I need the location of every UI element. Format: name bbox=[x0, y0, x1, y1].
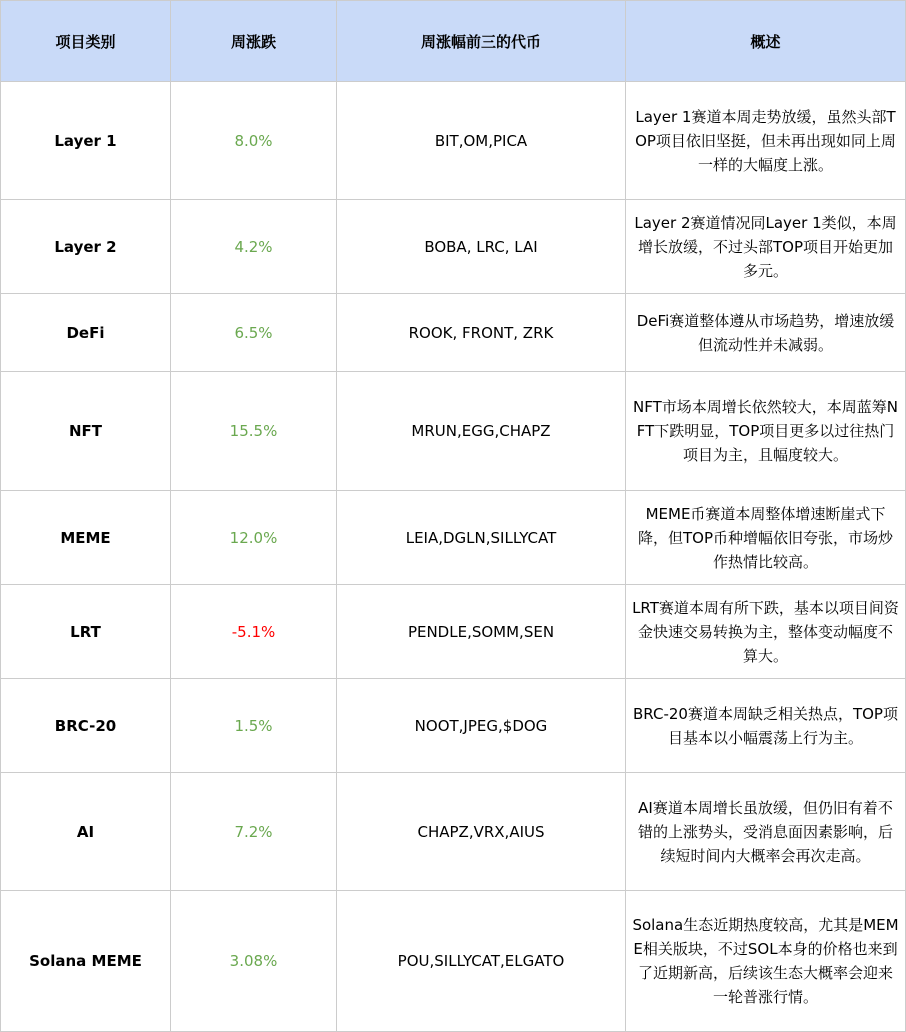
table-row bbox=[1, 679, 906, 773]
table-row bbox=[1, 585, 906, 679]
row-summary: Solana生态近期热度较高，尤其是MEME相关版块，不过SOL本身的价格也来到了近期新高，后续该生态大概率会迎来一轮普涨行情。 bbox=[626, 891, 906, 1032]
row-change: 6.5% bbox=[171, 294, 337, 372]
row-category: Layer 1 bbox=[1, 82, 171, 200]
row-summary: NFT市场本周增长依然较大，本周蓝筹NFT下跌明显，TOP项目更多以过往热门项目为主，且幅度较大。 bbox=[626, 372, 906, 491]
row-change: 1.5% bbox=[171, 679, 337, 773]
row-category: BRC-20 bbox=[1, 679, 171, 773]
header-category: 项目类别 bbox=[1, 1, 171, 82]
row-summary: DeFi赛道整体遵从市场趋势，增速放缓但流动性并未减弱。 bbox=[626, 294, 906, 372]
table-row bbox=[1, 294, 906, 372]
row-change: 4.2% bbox=[171, 200, 337, 294]
row-top-tokens: LEIA,DGLN,SILLYCAT bbox=[337, 491, 626, 585]
row-change: 15.5% bbox=[171, 372, 337, 491]
row-category: AI bbox=[1, 773, 171, 891]
row-summary: Layer 1赛道本周走势放缓，虽然头部TOP项目依旧坚挺，但未再出现如同上周一样的大幅度上涨。 bbox=[626, 82, 906, 200]
row-top-tokens: ROOK, FRONT, ZRK bbox=[337, 294, 626, 372]
row-top-tokens: BOBA, LRC, LAI bbox=[337, 200, 626, 294]
row-summary: BRC-20赛道本周缺乏相关热点，TOP项目基本以小幅震荡上行为主。 bbox=[626, 679, 906, 773]
row-change: -5.1% bbox=[171, 585, 337, 679]
row-change: 12.0% bbox=[171, 491, 337, 585]
table-row bbox=[1, 773, 906, 891]
row-summary: LRT赛道本周有所下跌，基本以项目间资金快速交易转换为主，整体变动幅度不算大。 bbox=[626, 585, 906, 679]
table-row bbox=[1, 891, 906, 1032]
table-row bbox=[1, 372, 906, 491]
row-summary: MEME币赛道本周整体增速断崖式下降，但TOP币种增幅依旧夸张，市场炒作热情比较高。 bbox=[626, 491, 906, 585]
row-summary: AI赛道本周增长虽放缓，但仍旧有着不错的上涨势头，受消息面因素影响，后续短时间内大概率会再次走高。 bbox=[626, 773, 906, 891]
row-category: NFT bbox=[1, 372, 171, 491]
header-summary: 概述 bbox=[626, 1, 906, 82]
table-row bbox=[1, 200, 906, 294]
row-top-tokens: PENDLE,SOMM,SEN bbox=[337, 585, 626, 679]
row-category: Layer 2 bbox=[1, 200, 171, 294]
row-change: 3.08% bbox=[171, 891, 337, 1032]
table-row bbox=[1, 491, 906, 585]
row-top-tokens: MRUN,EGG,CHAPZ bbox=[337, 372, 626, 491]
header-top-tokens: 周涨幅前三的代币 bbox=[337, 1, 626, 82]
row-change: 8.0% bbox=[171, 82, 337, 200]
row-change: 7.2% bbox=[171, 773, 337, 891]
table-header-row bbox=[1, 1, 906, 82]
header-weekly-change: 周涨跌 bbox=[171, 1, 337, 82]
row-category: Solana MEME bbox=[1, 891, 171, 1032]
row-top-tokens: CHAPZ,VRX,AIUS bbox=[337, 773, 626, 891]
row-category: MEME bbox=[1, 491, 171, 585]
row-top-tokens: POU,SILLYCAT,ELGATO bbox=[337, 891, 626, 1032]
row-top-tokens: BIT,OM,PICA bbox=[337, 82, 626, 200]
row-category: LRT bbox=[1, 585, 171, 679]
row-summary: Layer 2赛道情况同Layer 1类似，本周增长放缓，不过头部TOP项目开始更加多元。 bbox=[626, 200, 906, 294]
table-row bbox=[1, 82, 906, 200]
row-top-tokens: NOOT,JPEG,$DOG bbox=[337, 679, 626, 773]
row-category: DeFi bbox=[1, 294, 171, 372]
